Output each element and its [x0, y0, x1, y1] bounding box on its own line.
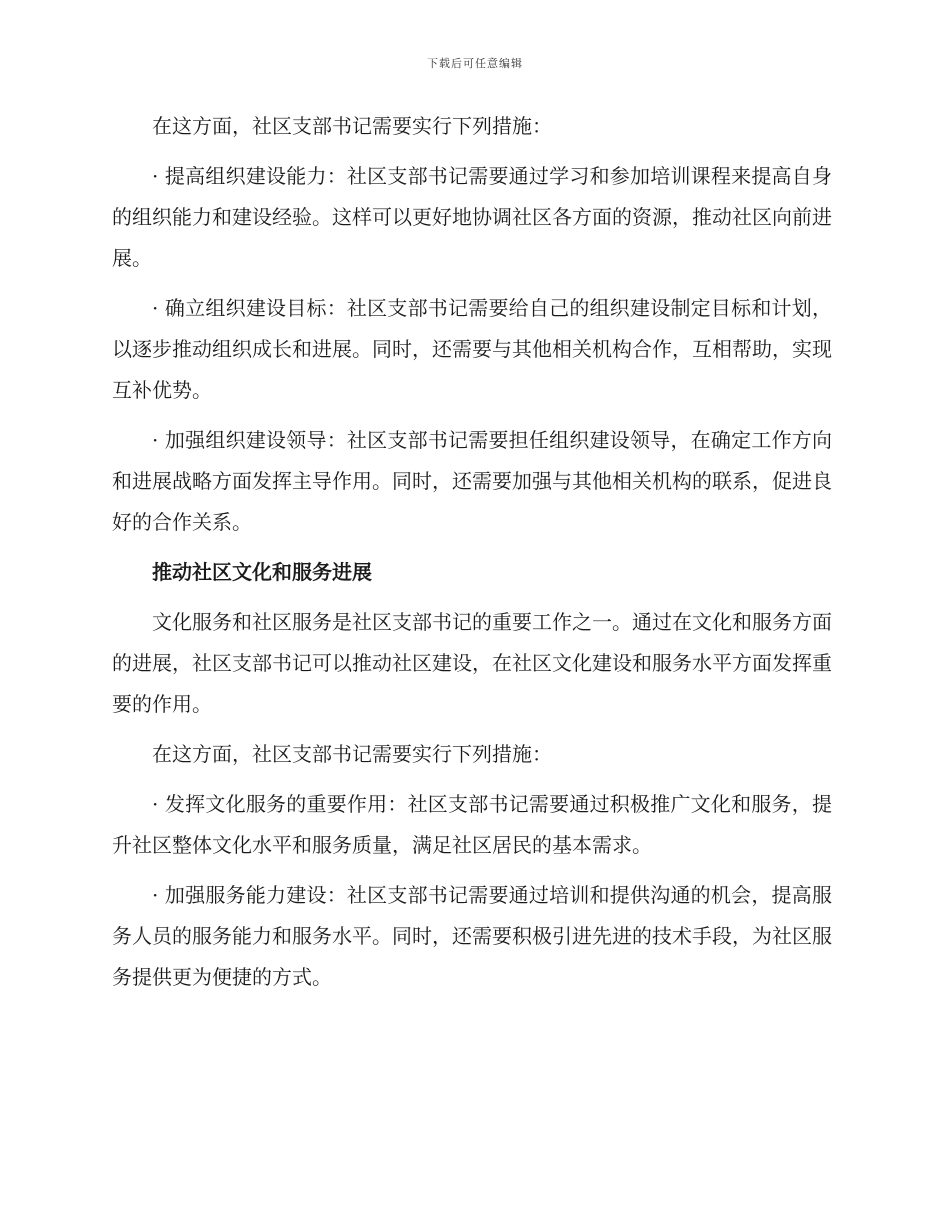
bullet-org-leadership: · 加强组织建设领导：社区支部书记需要担任组织建设领导，在确定工作方向和进展战略方面发挥主导作用。同时，还需要加强与其他相关机构的联系，促进良好的合作关系。	[112, 428, 832, 534]
header-note: 下载后可任意编辑	[427, 57, 523, 70]
paragraph-measures: 在这方面，社区支部书记需要实行下列措施：	[152, 742, 552, 766]
paragraph-culture-service: 文化服务和社区服务是社区支部书记的重要工作之一。通过在文化和服务方面的进展，社区支部书记可以推动社区建设，在社区文化建设和服务水平方面发挥重要的作用。	[112, 610, 832, 716]
document-body	[112, 106, 832, 1007]
bullet-org-capacity: · 提高组织建设能力：社区支部书记需要通过学习和参加培训课程来提高自身的组织能力和建设经验。这样可以更好地协调社区各方面的资源，推动社区向前进展。	[112, 164, 832, 270]
bullet-culture-role: · 发挥文化服务的重要作用：社区支部书记需要通过积极推广文化和服务，提升社区整体文化水平和服务质量，满足社区居民的基本需求。	[112, 792, 832, 857]
bullet-service-capacity: · 加强服务能力建设：社区支部书记需要通过培训和提供沟通的机会，提高服务人员的服务能力和服务水平。同时，还需要积极引进先进的技术手段，为社区服务提供更为便捷的方式。	[112, 883, 832, 989]
paragraph-intro: 在这方面，社区支部书记需要实行下列措施：	[152, 114, 552, 138]
bullet-org-goals: · 确立组织建设目标：社区支部书记需要给自己的组织建设制定目标和计划，以逐步推动组织成长和进展。同时，还需要与其他相关机构合作，互相帮助，实现互补优势。	[112, 296, 832, 402]
section-heading: 推动社区文化和服务进展	[152, 560, 372, 584]
